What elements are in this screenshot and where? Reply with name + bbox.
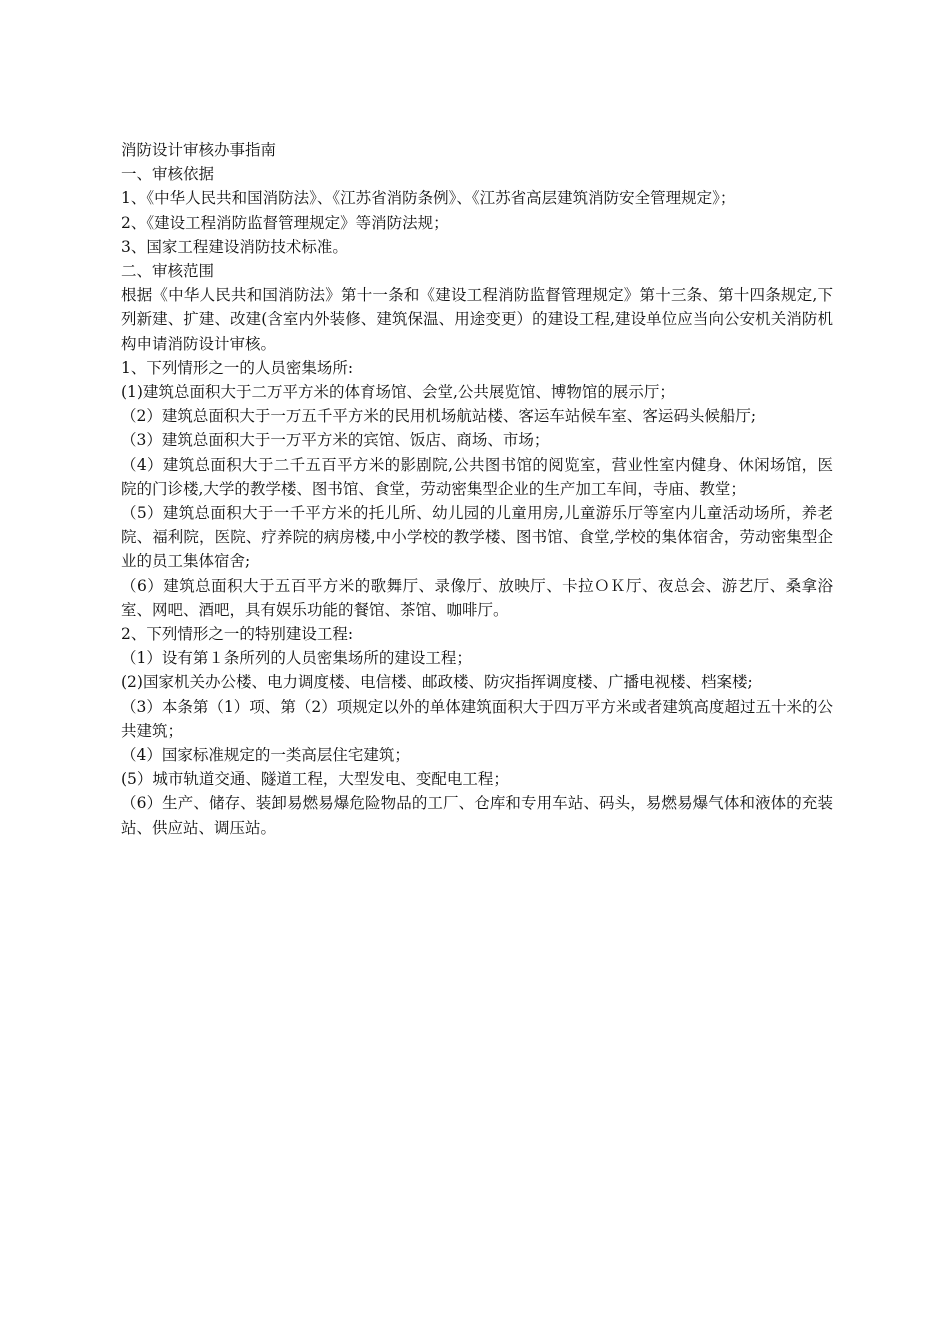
group2-item-2: (2)国家机关办公楼、电力调度楼、电信楼、邮政楼、防灾指挥调度楼、广播电视楼、档案楼; [121, 673, 753, 692]
group1-item-6: （6）建筑总面积大于五百平方米的歌舞厅、录像厅、放映厅、卡拉ＯＫ厅、夜总会、游艺厅、桑拿浴室、网吧、酒吧，具有娱乐功能的餐馆、茶馆、咖啡厅。 [121, 576, 833, 619]
group1-item-1: (1)建筑总面积大于二万平方米的体育场馆、会堂,公共展览馆、博物馆的展示厅； [121, 383, 675, 402]
section-heading-basis: 一、审核依据 [121, 165, 215, 184]
basis-item-3: 3、国家工程建设消防技术标准。 [121, 237, 348, 256]
group1-item-2: （2）建筑总面积大于一万五千平方米的民用机场航站楼、客运车站候车室、客运码头候船厅; [121, 407, 757, 426]
group1-heading: 1、下列情形之一的人员密集场所: [121, 358, 354, 377]
group2-item-1: （1）设有第１条所列的人员密集场所的建设工程； [121, 649, 472, 668]
group1-item-4: （4）建筑总面积大于二千五百平方米的影剧院,公共图书馆的阅览室，营业性室内健身、休闲场馆，医院的门诊楼,大学的教学楼、图书馆、食堂，劳动密集型企业的生产加工车间，寺庙、教堂； [121, 455, 833, 498]
group1-item-5: （5）建筑总面积大于一千平方米的托儿所、幼儿园的儿童用房,儿童游乐厅等室内儿童活动场所，养老院、福利院，医院、疗养院的病房楼,中小学校的教学楼、图书馆、食堂,学校的集体宿舍，劳动密集型企业的员工集体宿舍; [121, 504, 833, 571]
document-page [121, 138, 833, 840]
group2-item-4: （4）国家标准规定的一类高层住宅建筑； [121, 746, 410, 765]
group2-item-6: （6）生产、储存、装卸易燃易爆危险物品的工厂、仓库和专用车站、码头，易燃易爆气体和液体的充装站、供应站、调压站。 [121, 794, 833, 837]
group2-heading: 2、下列情形之一的特别建设工程: [121, 625, 354, 644]
group2-item-5: (5）城市轨道交通、隧道工程，大型发电、变配电工程； [121, 770, 509, 789]
basis-item-2: 2、《建设工程消防监督管理规定》等消防法规； [121, 213, 449, 232]
document-title: 消防设计审核办事指南 [121, 141, 277, 159]
group1-item-3: （3）建筑总面积大于一万平方米的宾馆、饭店、商场、市场； [121, 431, 550, 450]
group2-item-3: （3）本条第（1）项、第（2）项规定以外的单体建筑面积大于四万平方米或者建筑高度超过五十米的公共建筑； [121, 697, 833, 740]
scope-intro-paragraph: 根据《中华人民共和国消防法》第十一条和《建设工程消防监督管理规定》第十三条、第十四条规定,下列新建、扩建、改建(含室内外装修、建筑保温、用途变更）的建设工程,建设单位应当向公安机关消防机构申请消防设计审核。 [121, 286, 833, 353]
section-heading-scope: 二、审核范围 [121, 262, 215, 281]
basis-item-1: 1、《中华人民共和国消防法》、《江苏省消防条例》、《江苏省高层建筑消防安全管理规定》； [121, 189, 736, 208]
